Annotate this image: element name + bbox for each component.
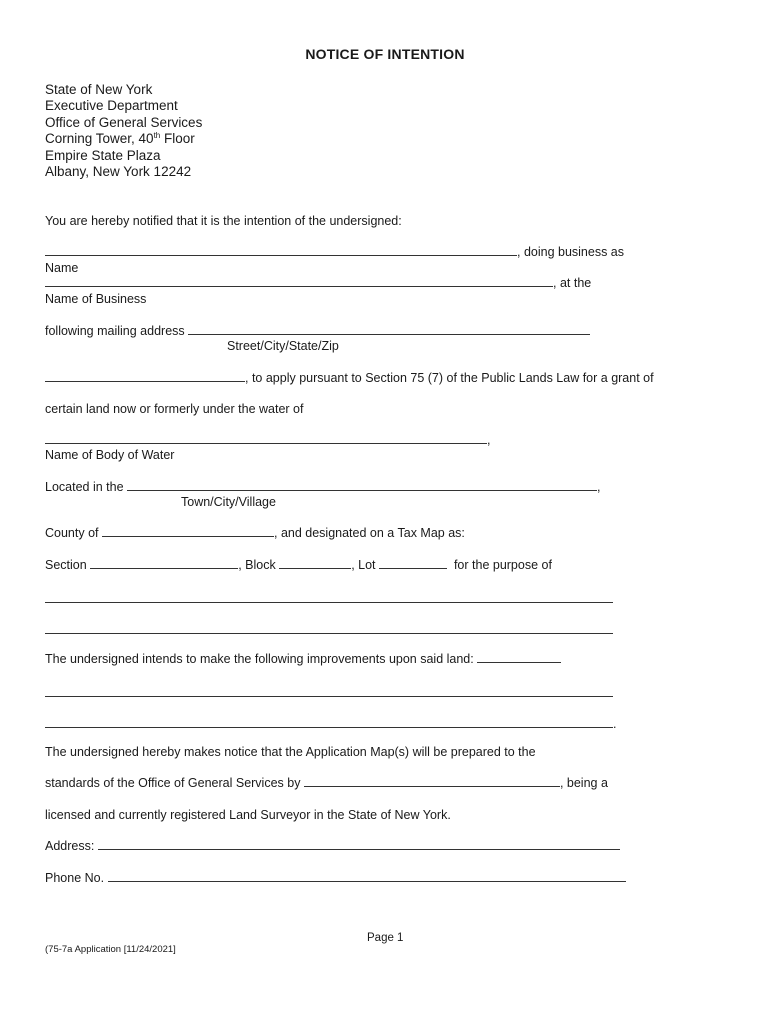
applicant-name-row <box>45 244 624 260</box>
field-label: for the purpose of <box>453 558 552 572</box>
field-suffix: , being a <box>559 776 608 790</box>
address-text: Corning Tower, 40 <box>45 131 154 147</box>
agency-address-block <box>45 82 202 180</box>
field-suffix: , to apply pursuant to Section 75 (7) of the Public Lands Law for a grant of <box>245 371 654 385</box>
applicant-field[interactable] <box>45 370 245 382</box>
body-of-water-row <box>45 432 490 448</box>
field-suffix: . <box>613 717 617 731</box>
county-row <box>45 525 465 541</box>
field-suffix: , doing business as <box>517 245 625 259</box>
improvements-field[interactable] <box>477 651 561 663</box>
field-caption: Name of Body of Water <box>45 448 175 462</box>
improvements-row <box>45 685 613 701</box>
improvements-row <box>45 651 561 667</box>
purpose-field-line-2[interactable] <box>45 622 613 634</box>
field-suffix: , and designated on a Tax Map as: <box>274 526 465 540</box>
field-label: , Block <box>238 558 276 572</box>
improvements-field-line-2[interactable] <box>45 685 613 697</box>
purpose-field-line-1[interactable] <box>45 591 613 603</box>
business-name-row <box>45 275 591 291</box>
field-suffix: , <box>487 433 491 447</box>
address-line: Executive Department <box>45 98 178 114</box>
field-label: standards of the Office of General Services by <box>45 776 301 790</box>
field-caption: Name of Business <box>45 292 147 306</box>
surveyor-row <box>45 775 608 791</box>
mailing-address-row <box>45 323 590 339</box>
page-number: Page 1 <box>367 932 404 944</box>
section-field[interactable] <box>90 557 238 569</box>
notice-text: The undersigned hereby makes notice that the Application Map(s) will be prepared to the <box>45 745 536 759</box>
page-title: NOTICE OF INTENTION <box>305 46 465 62</box>
address-row <box>45 838 620 854</box>
located-row <box>45 479 601 495</box>
apply-row <box>45 370 654 386</box>
field-suffix: , <box>597 480 601 494</box>
licensed-text: licensed and currently registered Land Surveyor in the State of New York. <box>45 808 451 822</box>
field-suffix: , at the <box>553 276 592 290</box>
address-text: Floor <box>160 131 195 147</box>
field-caption: Town/City/Village <box>181 495 276 509</box>
field-label: Located in the <box>45 480 124 494</box>
field-label: , Lot <box>351 558 376 572</box>
form-id: (75-7a Application [11/24/2021] <box>45 944 176 955</box>
field-caption: Street/City/State/Zip <box>227 339 339 353</box>
tax-map-row <box>45 557 552 573</box>
improvements-field-line-3[interactable] <box>45 716 613 728</box>
address-field[interactable] <box>98 838 620 850</box>
mailing-address-field[interactable] <box>188 323 590 335</box>
business-name-field[interactable] <box>45 275 553 287</box>
phone-field[interactable] <box>108 870 626 882</box>
ordinal-suffix: th <box>153 131 161 141</box>
field-label: Address: <box>45 839 95 853</box>
field-label: following mailing address <box>45 324 185 338</box>
surveyor-field[interactable] <box>304 775 560 787</box>
applicant-name-field[interactable] <box>45 244 517 256</box>
field-label: Phone No. <box>45 871 105 885</box>
field-label: Section <box>45 558 87 572</box>
field-caption: Name <box>45 261 79 275</box>
certain-land-text: certain land now or formerly under the water of <box>45 402 304 416</box>
intro-text: You are hereby notified that it is the intention of the undersigned: <box>45 214 402 228</box>
address-line: State of New York <box>45 82 153 97</box>
lot-field[interactable] <box>379 557 447 569</box>
field-label: The undersigned intends to make the following improvements upon said land: <box>45 652 474 666</box>
body-of-water-field[interactable] <box>45 432 487 444</box>
improvements-row <box>45 716 616 732</box>
county-field[interactable] <box>102 525 274 537</box>
phone-row <box>45 870 626 886</box>
block-field[interactable] <box>279 557 351 569</box>
address-line: Albany, New York 12242 <box>45 164 192 180</box>
address-line <box>45 131 202 147</box>
purpose-row <box>45 591 613 607</box>
town-field[interactable] <box>127 479 597 491</box>
purpose-row <box>45 622 613 638</box>
field-label: County of <box>45 526 99 540</box>
address-line: Office of General Services <box>45 114 203 130</box>
address-line: Empire State Plaza <box>45 147 161 163</box>
